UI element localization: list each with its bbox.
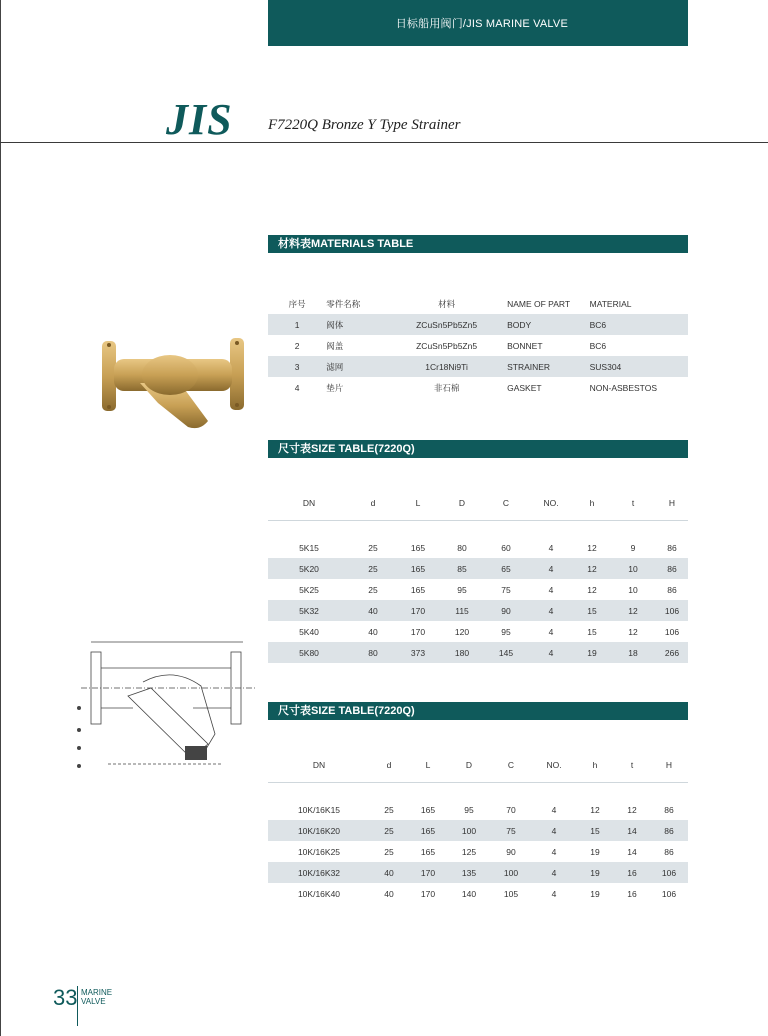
size-cell: 4 xyxy=(528,558,574,579)
top-banner: 日标船用阀门/JIS MARINE VALVE xyxy=(268,0,688,46)
column-header-0: DN xyxy=(312,760,326,770)
size-cell: 106 xyxy=(650,862,688,883)
size-cell: 180 xyxy=(440,642,484,663)
size-cell: 75 xyxy=(501,584,511,595)
column-header-7: t xyxy=(630,760,634,770)
column-header-3: D xyxy=(458,498,466,508)
size-cell: 106 xyxy=(656,600,688,621)
size-row xyxy=(268,799,688,820)
materials-row xyxy=(268,314,688,335)
material-cn-cell: ZCuSn5Pb5Zn5 xyxy=(386,314,507,335)
header-part-name: NAME OF PART xyxy=(507,298,571,309)
size-cell: 15 xyxy=(574,600,610,621)
size-cell: 86 xyxy=(664,804,674,815)
column-header-6: h xyxy=(592,760,598,770)
size-cell: 80 xyxy=(350,642,396,663)
part-name-cell: BODY xyxy=(507,314,590,335)
part-cn-cell: 垫片 xyxy=(326,382,344,393)
size-cell: 106 xyxy=(661,888,677,899)
size-cell: 165 xyxy=(408,820,448,841)
size-cell: 106 xyxy=(664,626,680,637)
size-cell: 165 xyxy=(410,542,426,553)
part-cn-cell: 阀盖 xyxy=(326,340,344,351)
size-cell: 4 xyxy=(532,862,576,883)
size-table-1-header-row xyxy=(268,486,688,520)
size-cell: 19 xyxy=(574,642,610,663)
size-cell: 65 xyxy=(484,558,528,579)
size-cell: 100 xyxy=(490,862,532,883)
size-cell: 90 xyxy=(506,846,516,857)
column-header-4: C xyxy=(507,760,515,770)
size-cell: 10 xyxy=(628,584,638,595)
part-cn-cell: 阀体 xyxy=(326,314,386,335)
size-cell: 10K/16K40 xyxy=(297,888,341,899)
size-cell: 12 xyxy=(587,584,597,595)
column-header-8: H xyxy=(668,498,676,508)
materials-section-title: 材料表MATERIALS TABLE xyxy=(268,235,688,253)
size-cell: 165 xyxy=(420,846,436,857)
size-cell: 40 xyxy=(350,600,396,621)
size-cell: 4 xyxy=(528,642,574,663)
size-cell: 25 xyxy=(350,558,396,579)
size-cell: 5K20 xyxy=(268,558,350,579)
size-cell: 18 xyxy=(610,642,656,663)
size-cell: 135 xyxy=(448,862,490,883)
size-cell: 25 xyxy=(384,804,394,815)
size-cell: 19 xyxy=(590,846,600,857)
cross-section-drawing xyxy=(73,636,263,786)
size-cell: 16 xyxy=(627,888,637,899)
size-cell: 40 xyxy=(370,862,408,883)
size-cell: 19 xyxy=(590,888,600,899)
column-header-5: NO. xyxy=(546,760,562,770)
size-cell: 12 xyxy=(590,804,600,815)
material-cn-cell: ZCuSn5Pb5Zn5 xyxy=(416,340,478,351)
column-header-8: H xyxy=(665,760,673,770)
size-cell: 75 xyxy=(490,820,532,841)
size-cell: 165 xyxy=(410,584,426,595)
column-header-5: NO. xyxy=(543,498,559,508)
page-number: 33 xyxy=(53,985,78,1010)
seq-cell: 1 xyxy=(268,314,326,335)
size-cell: 85 xyxy=(440,558,484,579)
size-cell: 5K25 xyxy=(299,584,319,595)
column-header-6: h xyxy=(589,498,595,508)
size-table-1-title: 尺寸表SIZE TABLE(7220Q) xyxy=(268,440,688,458)
size-cell: 86 xyxy=(650,820,688,841)
material-cn-cell: 1Cr18Ni9Ti xyxy=(386,356,507,377)
size-cell: 165 xyxy=(396,558,440,579)
part-cn-cell: 滤网 xyxy=(326,356,386,377)
size-cell: 115 xyxy=(440,600,484,621)
size-cell: 12 xyxy=(628,626,638,637)
size-cell: 4 xyxy=(551,888,557,899)
size-table-1 xyxy=(268,486,688,663)
header-part-cn: 零件名称 xyxy=(326,298,361,309)
materials-table xyxy=(268,293,688,398)
size-cell: 4 xyxy=(548,584,554,595)
size-cell: 170 xyxy=(420,888,436,899)
size-cell: 95 xyxy=(464,804,474,815)
size-table-2-title: 尺寸表SIZE TABLE(7220Q) xyxy=(268,702,688,720)
part-name-cell: STRAINER xyxy=(507,356,590,377)
size-table-2 xyxy=(268,748,688,904)
size-cell: 25 xyxy=(368,542,378,553)
seq-cell: 3 xyxy=(268,356,326,377)
strainer-photo xyxy=(100,333,246,433)
size-cell: 5K80 xyxy=(268,642,350,663)
size-cell: 4 xyxy=(551,846,557,857)
material-cell: BC6 xyxy=(589,340,607,351)
column-header-4: C xyxy=(502,498,510,508)
size-cell: 5K15 xyxy=(299,542,319,553)
product-title: F7220Q Bronze Y Type Strainer xyxy=(268,117,461,133)
size-cell: 5K40 xyxy=(299,626,319,637)
size-cell: 86 xyxy=(667,542,677,553)
size-cell: 10K/16K15 xyxy=(297,804,341,815)
size-cell: 95 xyxy=(457,584,467,595)
materials-row xyxy=(268,356,688,377)
size-cell: 120 xyxy=(454,626,470,637)
header-rule xyxy=(0,142,768,143)
part-name-cell: BONNET xyxy=(507,340,543,351)
footer-line-1: MARINE xyxy=(81,988,113,997)
column-header-1: d xyxy=(386,760,392,770)
part-name-cell: GASKET xyxy=(507,382,542,393)
size-cell: 15 xyxy=(587,626,597,637)
size-row xyxy=(268,841,688,862)
size-cell: 105 xyxy=(503,888,519,899)
size-cell: 25 xyxy=(368,584,378,595)
brand-logo: JIS xyxy=(166,95,233,144)
size-cell: 95 xyxy=(501,626,511,637)
size-row xyxy=(268,621,688,642)
size-cell: 4 xyxy=(532,820,576,841)
size-cell: 12 xyxy=(587,542,597,553)
footer-divider xyxy=(77,986,78,1026)
footer-line-2: VALVE xyxy=(81,997,106,1006)
size-cell: 4 xyxy=(551,804,557,815)
size-cell: 140 xyxy=(461,888,477,899)
size-cell: 86 xyxy=(656,558,688,579)
header-material-cn: 材料 xyxy=(438,298,456,309)
size-row xyxy=(268,600,688,621)
size-cell: 9 xyxy=(630,542,636,553)
seq-cell: 4 xyxy=(294,382,300,393)
size-cell: 12 xyxy=(574,558,610,579)
size-cell: 19 xyxy=(576,862,614,883)
size-row xyxy=(268,862,688,883)
size-cell: 70 xyxy=(506,804,516,815)
materials-header-row xyxy=(268,293,688,314)
column-header-3: D xyxy=(465,760,473,770)
material-cell: NON-ASBESTOS xyxy=(589,382,657,393)
size-cell: 266 xyxy=(656,642,688,663)
material-cn-cell: 非石棉 xyxy=(433,382,460,393)
size-cell: 14 xyxy=(627,846,637,857)
size-cell: 10K/16K25 xyxy=(297,846,341,857)
size-cell: 90 xyxy=(484,600,528,621)
size-cell: 12 xyxy=(610,600,656,621)
column-header-7: t xyxy=(631,498,635,508)
size-cell: 14 xyxy=(614,820,650,841)
size-cell: 60 xyxy=(501,542,511,553)
column-header-2: L xyxy=(415,498,421,508)
size-cell: 80 xyxy=(457,542,467,553)
size-cell: 165 xyxy=(420,804,436,815)
column-header-0: DN xyxy=(302,498,316,508)
materials-row xyxy=(268,335,688,356)
size-cell: 86 xyxy=(667,584,677,595)
size-cell: 40 xyxy=(384,888,394,899)
size-row xyxy=(268,558,688,579)
size-cell: 100 xyxy=(448,820,490,841)
column-header-1: d xyxy=(370,498,376,508)
size-cell: 25 xyxy=(384,846,394,857)
size-cell: 86 xyxy=(664,846,674,857)
size-cell: 4 xyxy=(548,542,554,553)
size-cell: 10K/16K32 xyxy=(268,862,370,883)
size-cell: 10K/16K20 xyxy=(268,820,370,841)
size-cell: 16 xyxy=(614,862,650,883)
size-cell: 170 xyxy=(410,626,426,637)
size-cell: 15 xyxy=(576,820,614,841)
footer-label xyxy=(81,988,112,1006)
materials-row xyxy=(268,377,688,398)
size-cell: 25 xyxy=(370,820,408,841)
size-table-2-header-row xyxy=(268,748,688,782)
material-cell: SUS304 xyxy=(590,356,688,377)
size-cell: 10 xyxy=(610,558,656,579)
size-cell: 170 xyxy=(396,600,440,621)
size-cell: 5K32 xyxy=(268,600,350,621)
column-header-2: L xyxy=(425,760,431,770)
header-seq: 序号 xyxy=(288,298,306,309)
size-row xyxy=(268,579,688,600)
size-row xyxy=(268,820,688,841)
size-cell: 4 xyxy=(528,600,574,621)
size-row xyxy=(268,537,688,558)
header-material: MATERIAL xyxy=(589,298,632,309)
seq-cell: 2 xyxy=(294,340,300,351)
material-cell: BC6 xyxy=(590,314,688,335)
size-cell: 145 xyxy=(484,642,528,663)
size-cell: 40 xyxy=(368,626,378,637)
size-row xyxy=(268,642,688,663)
size-cell: 4 xyxy=(548,626,554,637)
size-cell: 125 xyxy=(461,846,477,857)
size-row xyxy=(268,883,688,904)
size-cell: 170 xyxy=(408,862,448,883)
size-cell: 12 xyxy=(627,804,637,815)
page-frame-line xyxy=(0,0,1,1036)
size-cell: 373 xyxy=(396,642,440,663)
